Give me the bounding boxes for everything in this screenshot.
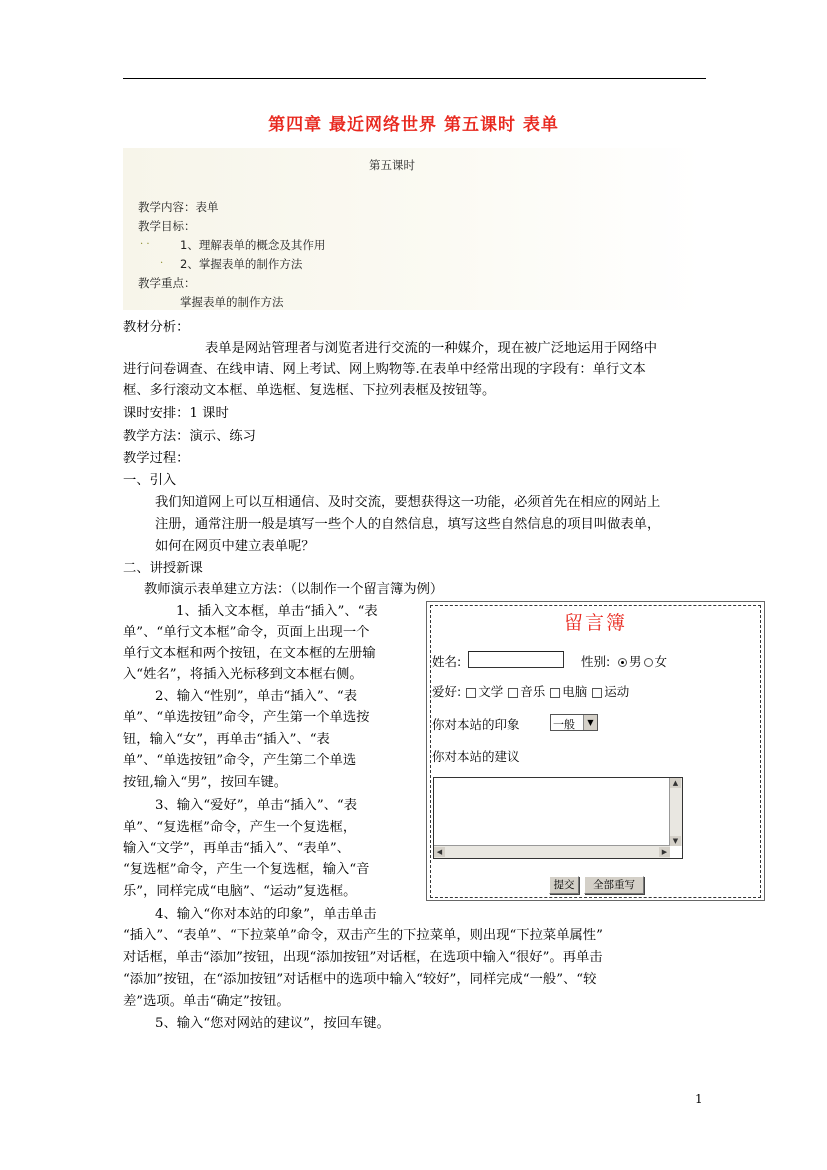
- hobby-label: 爱好:: [432, 684, 462, 699]
- demo-line: 教师演示表单建立方法：（以制作一个留言簿为例）: [144, 582, 444, 597]
- focus-label: 教学重点：: [138, 276, 196, 290]
- goal-2: 2、掌握表单的制作方法: [180, 257, 303, 271]
- step4-line-4: “添加”按钮，在“添加按钮”对话框中的选项中输入“较好”，同样完成“一般”、“较: [123, 972, 597, 987]
- analysis-line-2: 进行问卷调查、在线申请、网上考试、网上购物等.在表单中经常出现的字段有：单行文本: [123, 362, 646, 377]
- scroll-up-icon[interactable]: ▲: [670, 778, 681, 788]
- checkbox-sports[interactable]: [592, 688, 602, 698]
- hobby-sports: 运动: [604, 684, 630, 699]
- scroll-left-icon[interactable]: ◀: [434, 847, 445, 857]
- header-rule: [123, 78, 706, 79]
- male-label: 男: [629, 654, 642, 669]
- submit-button[interactable]: 提交: [549, 876, 579, 894]
- section-new: 二、讲授新课: [123, 561, 203, 576]
- step3-line-5: 乐”，同样完成“电脑”、“运动”复选框。: [123, 884, 357, 899]
- scroll-down-icon[interactable]: ▼: [670, 836, 681, 846]
- page-title: 第四章 最近网络世界 第五课时 表单: [268, 115, 559, 135]
- goal-1: 1、理解表单的概念及其作用: [180, 238, 326, 252]
- checkbox-literature[interactable]: [466, 688, 476, 698]
- impression-value: 一般: [553, 718, 575, 731]
- checkbox-music[interactable]: [508, 688, 518, 698]
- bullet-dot: .: [160, 255, 164, 266]
- section-intro: 一、引入: [123, 473, 177, 488]
- step3-line-2: 单”、“复选框”命令，产生一个复选框，: [123, 820, 357, 835]
- step1-line-3: 单行文本框和两个按钮，在文本框的左册输: [123, 646, 376, 661]
- gender-label: 性别:: [581, 654, 611, 669]
- vertical-scrollbar[interactable]: [669, 778, 682, 846]
- content-label: 教学内容：表单: [138, 200, 219, 214]
- step4-line-3: 对话框，单击“添加”按钮，出现“添加按钮”对话框，在选项中输入“很好”。再单击: [123, 950, 603, 965]
- intro-line-1: 我们知道网上可以互相通信、及时交流，要想获得这一功能，必须首先在相应的网站上: [155, 495, 661, 510]
- horizontal-scrollbar[interactable]: [434, 845, 670, 858]
- step3-line-4: “复选框”命令，产生一个复选框，输入“音: [123, 862, 370, 877]
- step3-line-3: 输入“文学”，再单击“插入”、“表单”、: [123, 841, 350, 856]
- radio-male[interactable]: [618, 658, 627, 667]
- intro-line-2: 注册，通常注册一般是填写一些个人的自然信息，填写这些自然信息的项目叫做表单，: [155, 517, 661, 532]
- hobby-computer: 电脑: [562, 684, 588, 699]
- name-input[interactable]: [468, 651, 564, 668]
- reset-button[interactable]: 全部重写: [584, 876, 644, 894]
- radio-female[interactable]: [644, 658, 653, 667]
- guestbook-title: 留言簿: [563, 612, 627, 634]
- female-label: 女: [654, 654, 668, 669]
- hobby-row: [432, 682, 629, 700]
- method: 教学方法：演示、练习: [123, 429, 256, 444]
- lesson-heading: 第五课时: [369, 158, 415, 172]
- step4-line-5: 差”选项。单击“确定”按钮。: [123, 994, 290, 1009]
- guestbook-form-image: [426, 601, 765, 901]
- bullet-dots: . .: [140, 236, 150, 247]
- analysis-label: 教材分析：: [123, 320, 190, 335]
- gender-options: [616, 652, 667, 670]
- suggestion-textarea[interactable]: [433, 777, 683, 859]
- intro-line-3: 如何在网页中建立表单呢？: [155, 539, 315, 554]
- step2-line-5: 按钮,输入“男”，按回车键。: [123, 775, 288, 790]
- goals-label: 教学目标：: [138, 219, 196, 233]
- step2-line-4: 单”、“单选按钮”命令，产生第二个单选: [123, 753, 357, 768]
- step3-line-1: 3、输入“爱好”，单击“插入”、“表: [155, 798, 358, 813]
- step1-line-4: 入“姓名”，将插入光标移到文本框右侧。: [123, 667, 363, 682]
- step2-line-3: 钮，输入“女”，再单击“插入”、“表: [123, 732, 330, 747]
- analysis-line-3: 框、多行滚动文本框、单选框、复选框、下拉列表框及按钮等。: [123, 383, 496, 398]
- step1-line-1: 1、插入文本框，单击“插入”、“表: [176, 604, 378, 619]
- impression-label: 你对本站的印象: [432, 717, 520, 732]
- analysis-line-1: 表单是网站管理者与浏览者进行交流的一种媒介，现在被广泛地运用于网络中: [205, 341, 658, 356]
- step1-line-2: 单”、“单行文本框”命令，页面上出现一个: [123, 625, 370, 640]
- name-label: 姓名:: [432, 654, 462, 669]
- impression-select[interactable]: [550, 714, 598, 731]
- step4-line-2: “插入”、“表单”、“下拉菜单”命令，双击产生的下拉菜单，则出现“下拉菜单属性”: [123, 928, 603, 943]
- page-number: 1: [695, 1092, 703, 1106]
- suggestion-label: 你对本站的建议: [432, 749, 520, 764]
- hobby-music: 音乐: [520, 684, 546, 699]
- step4-line-1: 4、输入“你对本站的印象”，单击单击: [155, 907, 377, 922]
- process-label: 教学过程：: [123, 451, 190, 466]
- schedule: 课时安排：1 课时: [123, 406, 229, 421]
- step2-line-1: 2、输入“性别”，单击“插入”、“表: [155, 689, 358, 704]
- step2-line-2: 单”、“单选按钮”命令，产生第一个单选按: [123, 710, 370, 725]
- checkbox-computer[interactable]: [550, 688, 560, 698]
- hobby-literature: 文学: [478, 684, 504, 699]
- scroll-right-icon[interactable]: ▶: [659, 847, 670, 857]
- lesson-plan-image: [123, 148, 702, 310]
- step5-line: 5、输入“您对网站的建议”，按回车键。: [155, 1016, 390, 1031]
- focus-text: 掌握表单的制作方法: [180, 295, 284, 309]
- chevron-down-icon[interactable]: ▼: [583, 715, 597, 730]
